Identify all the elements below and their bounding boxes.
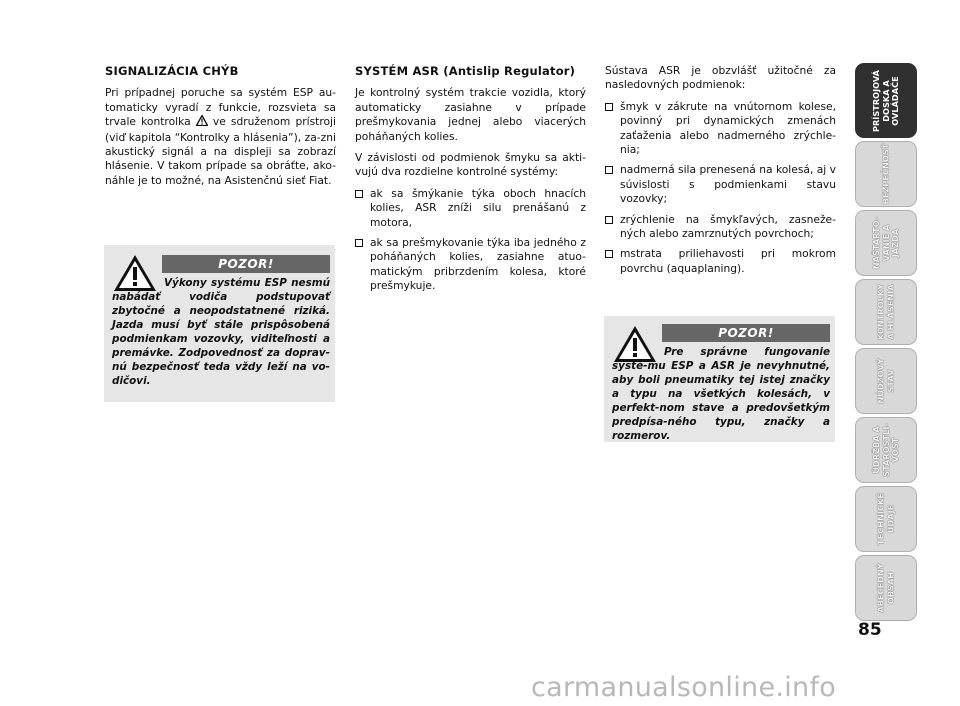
checkbox-bullet-icon: [605, 166, 613, 174]
list-item: zrýchlenie na šmykľavých, zasneže-ných alebo zamrznutých povrchoch;: [605, 213, 836, 242]
list-item: ak sa šmýkanie týka oboch hnacích kolies, ASR zníži silu prenášanú z motora,: [355, 187, 586, 230]
page-number: 85: [858, 620, 882, 640]
warning-title: POZOR!: [162, 255, 330, 273]
tab-abecedny-obsah[interactable]: ABECEDNÝ OBSAH: [855, 555, 917, 621]
list-item: mstrata priliehavosti pri mokrom povrchu (aquaplaning).: [605, 247, 836, 276]
column-asr: [355, 64, 586, 300]
checkbox-bullet-icon: [355, 239, 363, 247]
column-signalizacia: [105, 64, 336, 195]
list-item: šmyk v zákrute na vnútornom kolese, povinný pri dynamických zmenách zaťaženia alebo nadmerného zrýchle-nia;: [605, 100, 836, 158]
heading-asr: SYSTÉM ASR (Antislip Regulator): [355, 64, 576, 78]
warning-title: POZOR!: [662, 324, 830, 342]
paragraph-asr-modes: V závislosti od podmienok šmyku sa akti-vujú dva rozdielne kontrolné systémy:: [355, 151, 586, 179]
asr-list: [355, 187, 586, 294]
text-part-b: ve sdruženom prístroji (viď kapitola “Kontrolky a hlásenia”), za-zni akustický signál a na displeji sa zobrazí hlásenie. V takom prípade sa obráťte, ako-náhle je to možné, na Asistenčnú sieť Fiat.: [105, 115, 336, 187]
list-item: nadmerná sila prenesená na kolesá, aj v súvislosti s podmienkami stavu vozovky;: [605, 163, 836, 206]
watermark: carmanualsonline.info: [531, 672, 837, 703]
warning-triangle-icon: [196, 115, 208, 130]
tab-nastartovanie[interactable]: NAŠTARTO- VANIE A JAZDA: [855, 210, 917, 276]
text-part-a: Pri prípadnej poruche sa systém ESP au-tomaticky vyradí z funkcie, rozsvieta sa trvale kontrolka: [105, 86, 336, 129]
tab-bezpecnost[interactable]: BEZPEČNOSŤ: [855, 141, 917, 207]
checkbox-bullet-icon: [605, 250, 613, 258]
tab-pristrojova-doska[interactable]: PRÍSTROJOVÁ DOSKA A OVLÁDAČE: [855, 63, 917, 138]
list-item: ak sa prešmykovanie týka iba jedného z poháňaných kolies, zasiahne atuo-matickým pribrzdením kolesa, ktoré prešmykuje.: [355, 236, 586, 294]
warning-text: Výkony systému ESP nesmú nabádať vodiča podstupovať zbytočné a neopodstatnené riziká. Jazda musí byť stále prispôsobená podmienkam vozovky, viditeľnosti a premávke. Zodpovednosť za doprav-nú bezpečnosť teda vždy leží na vo-dičovi.: [112, 277, 330, 387]
tab-kontrolky[interactable]: KONTROLKY A HLÁSENIA: [855, 279, 917, 345]
warning-box-tyres: [604, 316, 835, 442]
tab-udrzba[interactable]: ÚDRŽBA A STAROSTLI- VOSŤ: [855, 417, 917, 483]
paragraph-asr-intro: Sústava ASR je obzvlášť užitočné za nasledovných podmienok:: [605, 64, 836, 92]
paragraph-esp-failure: [105, 86, 336, 188]
paragraph-asr-definition: Je kontrolný systém trakcie vozidla, ktorý automaticky zasiahne v prípade prešmykovania jednej alebo viacerých poháňaných kolies.: [355, 86, 586, 143]
checkbox-bullet-icon: [605, 216, 613, 224]
column-asr-conditions: [605, 64, 836, 282]
checkbox-bullet-icon: [605, 103, 613, 111]
warning-text: Pre správne fungovanie systé-mu ESP a ASR je nevyhnutné, aby boli pneumatiky tej istej značky a typu na všetkých kolesách, v perfekt-nom stave a predovšetkým predpísa-ného typu, značky a rozmerov.: [612, 346, 830, 442]
tab-nudzovy-stav[interactable]: NÚDZOVÝ STAV: [855, 348, 917, 414]
heading-signalizacia: SIGNALIZÁCIA CHÝB: [105, 64, 239, 78]
warning-box-esp: [104, 245, 335, 402]
conditions-list: [605, 100, 836, 276]
checkbox-bullet-icon: [355, 190, 363, 198]
tab-technicke-udaje[interactable]: TECHNICKÉ ÚDAJE: [855, 486, 917, 552]
